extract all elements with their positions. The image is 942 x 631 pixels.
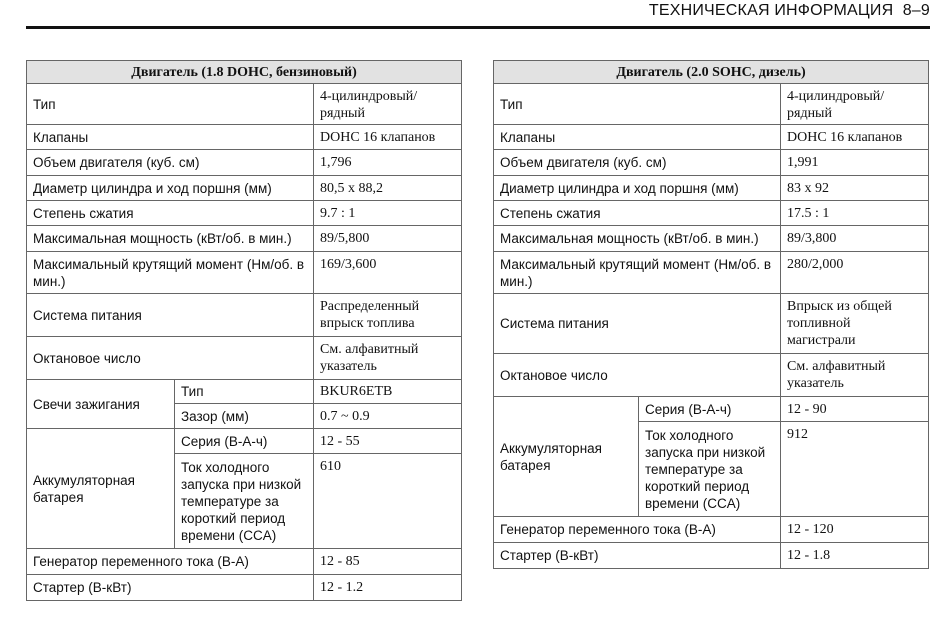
row-label: Тип [494, 84, 781, 125]
table-title: Двигатель (2.0 SOHC, дизель) [494, 61, 929, 84]
row-label: Диаметр цилиндра и ход поршня (мм) [494, 176, 781, 201]
row-label: Октановое число [494, 354, 781, 397]
row-label: Степень сжатия [27, 201, 314, 226]
row-label: Максимальный крутящий момент (Нм/об. в мин.) [494, 252, 781, 294]
row-label: Генератор переменного тока (В-А) [27, 549, 314, 575]
table-row [494, 252, 929, 294]
table-row [27, 294, 462, 337]
row-value: 12 - 55 [314, 429, 462, 454]
row-label: Объем двигателя (куб. см) [494, 150, 781, 176]
row-value: 89/3,800 [781, 226, 929, 252]
table-row [494, 125, 929, 150]
table-row [494, 517, 929, 543]
row-value: См. алфавитный указатель [781, 354, 929, 397]
row-label: Система питания [27, 294, 314, 337]
table-row [27, 84, 462, 125]
row-label: Клапаны [494, 125, 781, 150]
table-row [27, 337, 462, 380]
diesel-engine-spec-table [493, 60, 929, 569]
row-label: Максимальная мощность (кВт/об. в мин.) [27, 226, 314, 252]
row-label: Диаметр цилиндра и ход поршня (мм) [27, 176, 314, 201]
sub-label: Зазор (мм) [175, 404, 314, 429]
row-value: 12 - 1.2 [314, 575, 462, 601]
table-row [27, 429, 462, 454]
section-title: ТЕХНИЧЕСКАЯ ИНФОРМАЦИЯ [648, 2, 894, 19]
row-value: Впрыск из общей топливной магистрали [781, 294, 929, 354]
table-row [27, 575, 462, 601]
row-value: 1,796 [314, 150, 462, 176]
header-rule [26, 26, 930, 29]
row-label: Клапаны [27, 125, 314, 150]
row-label: Степень сжатия [494, 201, 781, 226]
table-row [494, 150, 929, 176]
table-row [494, 354, 929, 397]
row-value: 12 - 85 [314, 549, 462, 575]
table-row [27, 201, 462, 226]
table-title-row [494, 61, 929, 84]
page-number: 8–9 [902, 2, 930, 19]
row-value: 80,5 x 88,2 [314, 176, 462, 201]
table-row [27, 150, 462, 176]
row-label: Система питания [494, 294, 781, 354]
table-row [494, 201, 929, 226]
row-label: Стартер (В-кВт) [27, 575, 314, 601]
row-label: Октановое число [27, 337, 314, 380]
row-label: Тип [27, 84, 314, 125]
row-value: См. алфавитный указатель [314, 337, 462, 380]
row-value: DOHC 16 клапанов [781, 125, 929, 150]
row-label: Объем двигателя (куб. см) [27, 150, 314, 176]
table-row [494, 226, 929, 252]
petrol-engine-spec-table [26, 60, 462, 601]
row-value: DOHC 16 клапанов [314, 125, 462, 150]
table-row [27, 380, 462, 404]
table-row [494, 397, 929, 422]
row-value: 4-цилиндровый/ рядный [314, 84, 462, 125]
row-value: 83 x 92 [781, 176, 929, 201]
row-value: 610 [314, 454, 462, 549]
row-value: 169/3,600 [314, 252, 462, 294]
sub-label: Серия (В-А-ч) [639, 397, 781, 422]
table-row [27, 549, 462, 575]
row-label: Генератор переменного тока (В-А) [494, 517, 781, 543]
table-row [27, 226, 462, 252]
row-value: 12 - 90 [781, 397, 929, 422]
row-label: Максимальный крутящий момент (Нм/об. в мин.) [27, 252, 314, 294]
table-row [27, 252, 462, 294]
row-value: 280/2,000 [781, 252, 929, 294]
table-row [494, 84, 929, 125]
row-value: Распределенный впрыск топлива [314, 294, 462, 337]
row-value: 1,991 [781, 150, 929, 176]
row-value: 12 - 1.8 [781, 543, 929, 569]
row-value: 912 [781, 422, 929, 517]
sub-label: Серия (В-А-ч) [175, 429, 314, 454]
row-value: 89/5,800 [314, 226, 462, 252]
row-label: Аккумуляторная батарея [27, 429, 175, 549]
row-label: Максимальная мощность (кВт/об. в мин.) [494, 226, 781, 252]
table-row [27, 125, 462, 150]
sub-label: Тип [175, 380, 314, 404]
table-title: Двигатель (1.8 DOHC, бензиновый) [27, 61, 462, 84]
table-row [494, 543, 929, 569]
table-title-row [27, 61, 462, 84]
row-value: 0.7 ~ 0.9 [314, 404, 462, 429]
row-value: 4-цилиндровый/ рядный [781, 84, 929, 125]
row-value: 17.5 : 1 [781, 201, 929, 226]
row-value: 9.7 : 1 [314, 201, 462, 226]
sub-label: Ток холодного запуска при низкой температуре за короткий период времени (CCA) [639, 422, 781, 517]
sub-label: Ток холодного запуска при низкой температуре за короткий период времени (CCA) [175, 454, 314, 549]
row-value: 12 - 120 [781, 517, 929, 543]
table-row [494, 294, 929, 354]
row-label: Свечи зажигания [27, 380, 175, 429]
row-label: Аккумуляторная батарея [494, 397, 639, 517]
table-row [27, 176, 462, 201]
row-label: Стартер (В-кВт) [494, 543, 781, 569]
table-row [494, 176, 929, 201]
row-value: BKUR6ETB [314, 380, 462, 404]
page-header [649, 2, 930, 20]
